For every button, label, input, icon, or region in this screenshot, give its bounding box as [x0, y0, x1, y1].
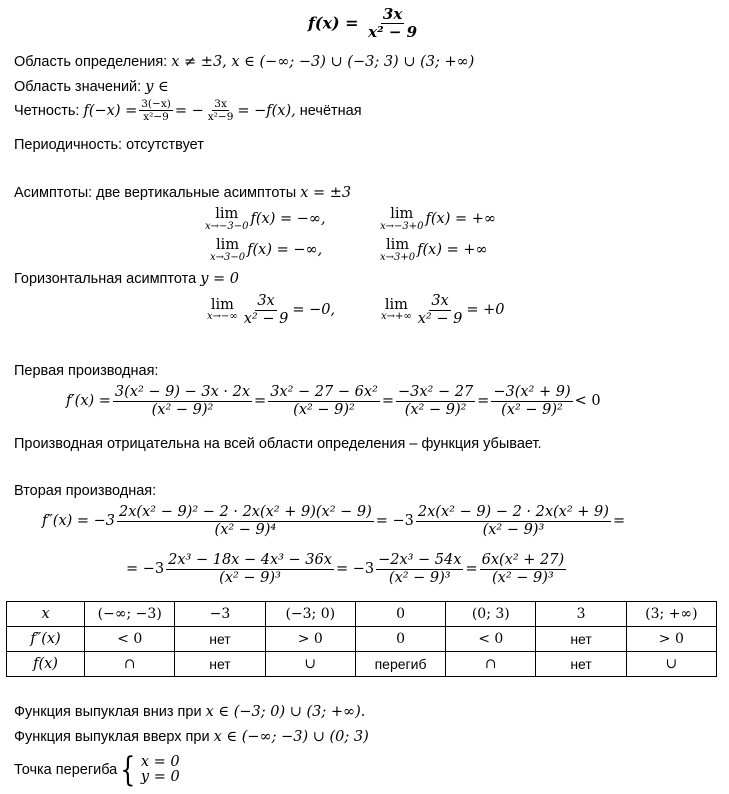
- first-derivative-conclusion: Производная отрицательна на всей области определения – функция убывает.: [14, 436, 542, 452]
- limit-body: f(x) = −∞,: [247, 242, 323, 259]
- lim-subscript: x→−3−0: [205, 220, 249, 232]
- asymptotes-line: [14, 185, 351, 201]
- limit-operator: [380, 207, 424, 232]
- frac-num: −3(x² + 9): [493, 384, 571, 400]
- table-cell: ∪: [626, 652, 716, 677]
- frac-den: (x² − 9)³: [388, 569, 451, 586]
- parity-line: [14, 98, 362, 123]
- table-cell: перегиб: [355, 652, 445, 677]
- parity-word: нечётная: [299, 102, 362, 119]
- limit-operator: [381, 298, 412, 323]
- horizontal-limit-2: [381, 293, 504, 327]
- inflection-eq-x: x = 0: [140, 753, 180, 770]
- horizontal-label: Горизонтальная асимптота: [14, 271, 197, 287]
- second-derivative-frac-5: [480, 552, 567, 586]
- frac-den: (x² − 9)³: [219, 569, 281, 586]
- table-cell: ∩: [85, 652, 175, 677]
- second-derivative-line-1: [42, 504, 625, 538]
- vertical-limit-3: [210, 238, 322, 263]
- parity-lhs: f(−x) =: [83, 102, 138, 119]
- first-derivative-frac-3: [396, 384, 475, 418]
- domain-expr: x ≠ ±3, x ∈ (−∞; −3) ∪ (−3; 3) ∪ (3; +∞): [171, 54, 475, 70]
- title-fraction: [366, 6, 419, 42]
- limit-operator: [210, 238, 245, 263]
- frac-den: (x² − 9)³: [482, 521, 545, 538]
- frac-num: −2x³ − 54x: [378, 552, 462, 568]
- first-derivative-label: Первая производная:: [14, 363, 159, 379]
- inflection-eq-y: y = 0: [140, 769, 180, 785]
- horizontal-limit-1: [207, 293, 335, 327]
- limit-rhs: = −0,: [292, 302, 336, 319]
- periodicity-line: Периодичность: отсутствует: [14, 137, 204, 153]
- second-derivative-l2-mid: = −3: [335, 561, 375, 578]
- inflection-system: [117, 750, 180, 790]
- second-derivative-mid: = −3: [375, 513, 414, 530]
- lim-word: lim: [384, 296, 408, 313]
- parity-label: Четность:: [14, 102, 80, 119]
- table-row: [7, 627, 717, 652]
- convex-down-text: Функция выпуклая вниз при: [14, 704, 202, 720]
- table-cell: ∩: [446, 652, 536, 677]
- table-cell: > 0: [626, 627, 716, 652]
- lim-word: lim: [210, 296, 234, 313]
- first-derivative-formula: f′(x) = $\frac{\text{3(x² − 9) − 3x · 2x}}{\text{(x² − 9)²}}$ = $\frac{\text{3x² − 27 − 6x²}}{\text{(x² − 9)²}}$ = $\frac{\text{−3x² − 27}}{\text{(x² − 9)²}}$ = $\frac{\text{−3(x² + 9)}}{\text{(x² − 9)²}}$ < 0: [66, 384, 601, 418]
- convex-up-expr: x ∈ (−∞; −3) ∪ (0; 3): [213, 729, 369, 745]
- second-derivative-lhs: f″(x) = −3: [42, 513, 116, 530]
- frac-den: (x² − 9)²: [501, 401, 563, 418]
- limit-fraction-den: x² − 9: [243, 310, 289, 327]
- lim-word: lim: [216, 237, 240, 253]
- table-cell: (−∞; −3): [85, 602, 175, 627]
- lim-subscript: x→3+0: [380, 251, 416, 263]
- second-derivative-frac-2: [416, 504, 611, 538]
- vertical-limit-4: [380, 238, 488, 263]
- table-cell: > 0: [265, 627, 355, 652]
- second-derivative-l2-eq: =: [465, 561, 478, 578]
- convex-up-line: [14, 729, 369, 745]
- parity-frac-1-num: 3(−x): [141, 98, 171, 110]
- domain-label: Область определения:: [14, 54, 168, 70]
- first-derivative-frac-4: [491, 384, 572, 418]
- table-row: [7, 602, 717, 627]
- table-cell: нет: [536, 627, 626, 652]
- table-cell: x: [7, 602, 85, 627]
- parity-frac-1: [139, 98, 173, 123]
- horizontal-asymptote-line: [14, 271, 239, 287]
- second-derivative-eq: =: [612, 513, 626, 530]
- second-derivative-frac-3: [166, 552, 334, 586]
- title-formula: [308, 6, 421, 42]
- range-label: Область значений:: [14, 79, 142, 95]
- parity-frac-1-den: x²−9: [143, 111, 169, 124]
- vertical-limit-2: [380, 207, 496, 232]
- frac-num: 2x³ − 18x − 4x³ − 36x: [168, 552, 332, 568]
- table-cell: f″(x): [7, 627, 85, 652]
- table-cell: нет: [175, 652, 265, 677]
- table-cell: нет: [175, 627, 265, 652]
- asymptotes-expr: x = ±3: [300, 185, 352, 201]
- range-expr: y ∈: [145, 79, 169, 95]
- lim-subscript: x→+∞: [381, 311, 412, 323]
- second-derivative-frac-4: [376, 552, 463, 586]
- vertical-limit-1: [205, 207, 326, 232]
- parity-frac-2: [206, 98, 236, 123]
- table-cell: 0: [355, 627, 445, 652]
- convex-down-expr: x ∈ (−3; 0) ∪ (3; +∞).: [205, 704, 366, 720]
- lim-word: lim: [386, 237, 410, 253]
- lim-subscript: x→−3+0: [380, 220, 424, 232]
- table-cell: f(x): [7, 652, 85, 677]
- first-derivative-frac-2: [268, 384, 380, 418]
- limit-rhs: = +0: [466, 302, 505, 319]
- frac-num: 3x² − 27 − 6x²: [270, 384, 378, 400]
- second-derivative-label: Вторая производная:: [14, 483, 157, 499]
- second-derivative-line-2: [126, 552, 568, 586]
- limit-fraction: [416, 293, 465, 327]
- parity-frac-2-num: 3x: [214, 98, 227, 110]
- second-derivative-l2-start: = −3: [126, 561, 165, 578]
- lim-subscript: x→3−0: [210, 251, 246, 263]
- second-derivative-frac-1: [117, 504, 374, 538]
- domain-line: [14, 54, 474, 70]
- table-cell: −3: [175, 602, 265, 627]
- limit-operator: [205, 207, 249, 232]
- limit-body: f(x) = −∞,: [250, 211, 326, 228]
- first-derivative-lhs: f′(x) =: [66, 393, 111, 410]
- table-cell: (0; 3): [446, 602, 536, 627]
- inflection-label: Точка перегиба: [14, 762, 118, 778]
- lim-subscript: x→−∞: [207, 311, 238, 323]
- parity-frac-2-den: x²−9: [207, 111, 234, 124]
- parity-mid: = −: [174, 102, 204, 119]
- table-cell: ∪: [265, 652, 355, 677]
- limit-fraction-den: x² − 9: [417, 310, 463, 327]
- limit-body: f(x) = +∞: [425, 211, 496, 228]
- table-cell: (3; +∞): [626, 602, 716, 627]
- frac-num: 2x(x² − 9) − 2 · 2x(x² + 9): [417, 504, 609, 520]
- frac-den: (x² − 9)²: [404, 401, 467, 418]
- lim-word: lim: [390, 206, 414, 222]
- limit-fraction-num: 3x: [431, 293, 449, 309]
- convex-up-text: Функция выпуклая вверх при: [14, 729, 210, 745]
- parity-rhs: = −f(x),: [237, 102, 296, 119]
- horizontal-expr: y = 0: [200, 271, 240, 287]
- table-cell: 0: [355, 602, 445, 627]
- sign-table: [6, 601, 717, 677]
- lim-word: lim: [215, 206, 239, 222]
- table-cell: < 0: [446, 627, 536, 652]
- limit-fraction: [242, 293, 291, 327]
- frac-num: −3x² − 27: [397, 384, 474, 400]
- table-cell: нет: [536, 652, 626, 677]
- frac-den: (x² − 9)⁴: [214, 521, 277, 538]
- asymptotes-label: Асимптоты: две вертикальные асимптоты: [14, 185, 297, 201]
- title-lhs: f(x) =: [308, 13, 359, 33]
- title-denominator: x² − 9: [368, 23, 418, 42]
- convex-down-line: [14, 704, 365, 720]
- frac-num: 2x(x² − 9)² − 2 · 2x(x² + 9)(x² − 9): [119, 504, 372, 520]
- first-derivative-tail: < 0: [574, 393, 601, 410]
- brace-icon: {: [120, 750, 136, 790]
- limit-operator: [207, 298, 238, 323]
- table-row: [7, 652, 717, 677]
- first-derivative-frac-1: [113, 384, 252, 418]
- frac-num: 6x(x² + 27): [481, 552, 565, 568]
- range-line: [14, 79, 169, 95]
- table-cell: 3: [536, 602, 626, 627]
- frac-den: (x² − 9)²: [293, 401, 355, 418]
- limit-body: f(x) = +∞: [417, 242, 488, 259]
- inflection-line: [14, 750, 180, 790]
- table-cell: < 0: [85, 627, 175, 652]
- limit-fraction-num: 3x: [257, 293, 275, 309]
- frac-den: (x² − 9)²: [151, 401, 214, 418]
- frac-num: 3(x² − 9) − 3x · 2x: [114, 384, 251, 400]
- title-numerator: 3x: [382, 5, 403, 23]
- table-cell: (−3; 0): [265, 602, 355, 627]
- frac-den: (x² − 9)³: [492, 569, 554, 586]
- limit-operator: [380, 238, 415, 263]
